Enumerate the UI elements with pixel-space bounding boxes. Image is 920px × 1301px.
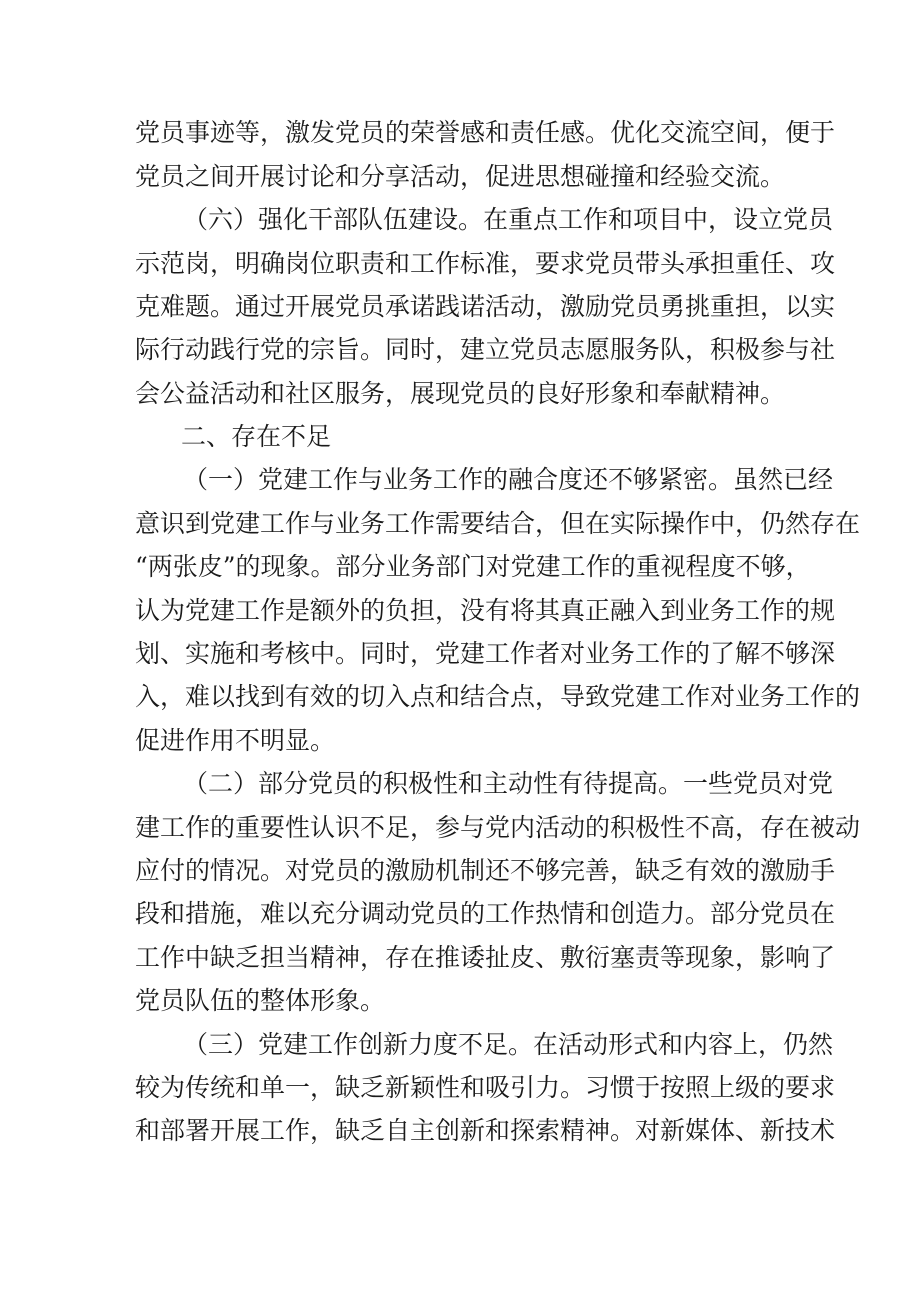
paragraph-line: 党员之间开展讨论和分享活动，促进思想碰撞和经验交流。 <box>135 162 786 191</box>
paragraph-line: 党员事迹等，激发党员的荣誉感和责任感。优化交流空间，便于 <box>135 118 836 147</box>
section-heading: 二、存在不足 <box>181 422 332 451</box>
paragraph-line: 党员队伍的整体形象。 <box>135 986 386 1015</box>
paragraph-line: 划、实施和考核中。同时，党建工作者对业务工作的了解不够深 <box>135 639 836 668</box>
paragraph-line: 段和措施，难以充分调动党员的工作热情和创造力。部分党员在 <box>135 899 836 928</box>
paragraph-line: （一）党建工作与业务工作的融合度还不够紧密。虽然已经 <box>183 465 834 494</box>
paragraph-line: 工作中缺乏担当精神，存在推诿扯皮、敷衍塞责等现象，影响了 <box>135 943 836 972</box>
paragraph-line: （三）党建工作创新力度不足。在活动形式和内容上，仍然 <box>183 1030 834 1059</box>
paragraph-line: 促进作用不明显。 <box>135 726 336 755</box>
paragraph-line: 际行动践行党的宗旨。同时，建立党员志愿服务队，积极参与社 <box>135 335 836 364</box>
paragraph-line: 意识到党建工作与业务工作需要结合，但在实际操作中，仍然存在 <box>135 509 861 538</box>
paragraph-line: 建工作的重要性认识不足，参与党内活动的积极性不高，存在被动 <box>135 813 861 842</box>
paragraph-line: “两张皮”的现象。部分业务部门对党建工作的重视程度不够， <box>135 552 811 581</box>
paragraph-line: （六）强化干部队伍建设。在重点工作和项目中，设立党员 <box>183 205 834 234</box>
paragraph-line: 应付的情况。对党员的激励机制还不够完善，缺乏有效的激励手 <box>135 856 836 885</box>
paragraph-line: 和部署开展工作，缺乏自主创新和探索精神。对新媒体、新技术 <box>135 1116 836 1145</box>
paragraph-line: 入，难以找到有效的切入点和结合点，导致党建工作对业务工作的 <box>135 682 861 711</box>
paragraph-line: 会公益活动和社区服务，展现党员的良好形象和奉献精神。 <box>135 379 786 408</box>
paragraph-line: 认为党建工作是额外的负担，没有将其真正融入到业务工作的规 <box>135 596 836 625</box>
paragraph-line: 示范岗，明确岗位职责和工作标准，要求党员带头承担重任、攻 <box>135 249 836 278</box>
paragraph-line: 较为传统和单一，缺乏新颖性和吸引力。习惯于按照上级的要求 <box>135 1073 836 1102</box>
paragraph-line: （二）部分党员的积极性和主动性有待提高。一些党员对党 <box>183 769 834 798</box>
paragraph-line: 克难题。通过开展党员承诺践诺活动，激励党员勇挑重担，以实 <box>135 292 836 321</box>
